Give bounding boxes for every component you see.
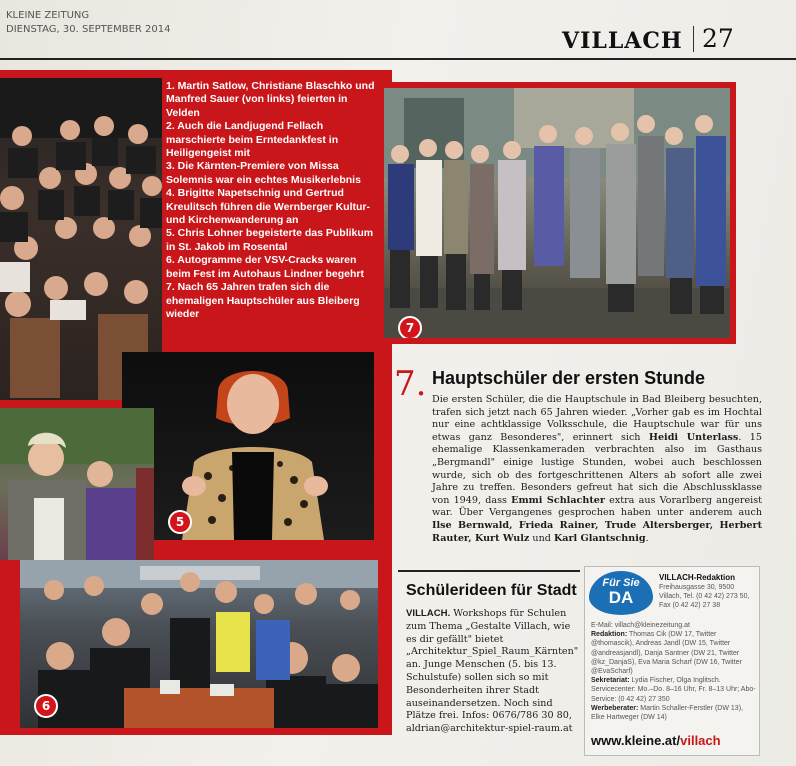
name-emmi: Emmi Schlachter <box>511 494 605 506</box>
article-body: Die ersten Schüler, die die Hauptschule in Bad Bleiberg besuchten, trafen sich jetzt nach 65 Jahren wieder. „Vorher gab es im Hochtal nur eine achtklassige Volksschule, die Hauptschule war für uns etwas ganz Besonderes", erinnert sich Heidi Unterlass. 15 ehemalige Klassenkameraden verbrachten also im Gasthaus „Bergmandl" einige lustige Stunden, wobei auch beschlossen wurde, sich ob des fortgeschrittenen Alters ab sofort alle zwei Jahre zu treffen. Besonders gefreut hat sich die Abschlussklasse von 1949, dass Emmi Schlachter extra aus Vorarlberg angereist war. Über Vergangenes gesprochen haben unter anderem auch Ilse Bernwald, Frieda Rainer, Trude Altersberger, Herbert Rauter, Kurt Wulz und Karl Glantschnig. <box>432 394 762 544</box>
redaction-staff: Thomas Cik (DW 17, Twitter @thomascik), Andreas Jandl (DW 15, Twitter @andreasjandl), Danja Santner (DW 21, Twitter @kz_DanjaS), Eva Maria Scharf (DW 16, Twitter @EvaScharf) <box>591 631 742 676</box>
caption-5: 5. Chris Lohner begeisterte das Publikum in St. Jakob im Rosental <box>166 227 374 253</box>
redaction-email: E-Mail: villach@kleinezeitung.at <box>591 622 690 629</box>
caption-7: 7. Nach 65 Jahren trafen sich die ehemaligen Hauptschüler aus Bleiberg wieder <box>166 281 360 320</box>
photo-captions <box>166 80 378 321</box>
article-title: Hauptschüler der ersten Stunde <box>432 368 706 388</box>
photo-singer <box>122 352 374 540</box>
photo-6-badge: 6 <box>34 694 58 718</box>
box-dateline: VILLACH. <box>406 608 451 619</box>
redaction-secretariat: Lydia Fischer, Olga Inglitsch. Servicecenter: Mo.–Do. 8–16 Uhr, Fr. 8–13 Uhr; Abo-Service: (0 42 42) 27 350 <box>591 677 756 703</box>
issue-date: DIENSTAG, 30. SEPTEMBER 2014 <box>6 24 171 35</box>
caption-3: 3. Die Kärnten-Premiere von Missa Solemnis war ein echtes Musikerlebnis <box>166 160 361 186</box>
photo-autograph-event <box>20 560 378 728</box>
name-karl: Karl Glantschnig <box>553 532 646 544</box>
section-title: VILLACH <box>562 28 683 54</box>
paper-name: KLEINE ZEITUNG <box>6 10 90 21</box>
photo-7-badge: 7 <box>398 316 422 340</box>
caption-6: 6. Autogramme der VSV-Cracks waren beim Fest im Autohaus Lindner begehrt <box>166 254 364 280</box>
redaction-title: VILLACH-Redaktion <box>659 573 735 582</box>
website-link[interactable]: www.kleine.at/villach <box>591 733 721 748</box>
caption-1: 1. Martin Satlow, Christiane Blaschko und Manfred Sauer (von links) feierten in Velden <box>166 80 375 119</box>
fuer-sie-da-logo: Für Sie DA <box>589 571 653 615</box>
box-body: VILLACH. Workshops für Schulen zum Thema „Gestalte Villach, wie es dir gefällt" bietet „Architektur_Spiel_Raum_Kärnten" an. Junge Menschen (5. bis 13. Schulstufe) sollen sich so mit Besonderheiten ihrer Stadt auseinandersetzen. Noch sind Plätze frei. Infos: 0676/786 30 80, aldrian@architektur-spiel-raum.at <box>406 608 579 735</box>
redaction-details: E-Mail: villach@kleinezeitung.at Redaktion: Thomas Cik (DW 17, Twitter @thomascik), Andreas Jandl (DW 15, Twitter @andreasjandl), Danja Santner (DW 21, Twitter @kz_DanjaS), Eva Maria Scharf (DW 16, Twitter @EvaScharf) Sekretariat: Lydia Fischer, Olga Inglitsch. Servicecenter: Mo.–Do. 8–16 Uhr, Fr. 8–13 Uhr; Abo-Service: (0 42 42) 27 350 Werbeberater: Martin Schaller-Ferstler (DW 13), Elke Hartweger (DW 14) <box>591 622 756 722</box>
redaction-address: Freihausgasse 30, 9500 Villach, Tel. (0 42 42) 273 50, Fax (0 42 42) 27 38 <box>659 584 750 609</box>
article-number: 7. <box>394 364 427 404</box>
news-box-schuelerideen <box>398 570 580 760</box>
redaction-contact-box <box>584 566 760 756</box>
box-rule <box>398 570 580 572</box>
caption-2: 2. Auch die Landjugend Fellach marschierte beim Erntedankfest in Heiligengeist mit <box>166 120 339 160</box>
caption-4: 4. Brigitte Napetschnig und Gertrud Kreulitsch führen die Wernberger Kultur- und Kirchenwanderung an <box>166 187 370 227</box>
redaction-ad-advisors: Martin Schaller-Ferstler (DW 13), Elke Hartweger (DW 14) <box>591 704 743 722</box>
names-classmates: Ilse Bernwald, Frieda Rainer, Trude Altersberger, Herbert Rauter, Kurt Wulz <box>432 519 762 544</box>
page-number: 27 <box>702 24 734 53</box>
box-title: Schülerideen für Stadt <box>406 582 577 599</box>
photo-hiking-women <box>0 408 154 560</box>
photo-group-reunion <box>378 82 736 344</box>
photo-5-badge: 5 <box>168 510 192 534</box>
header-rule <box>0 58 796 60</box>
name-heidi: Heidi Unterlass <box>648 431 739 443</box>
header-divider <box>693 26 694 52</box>
